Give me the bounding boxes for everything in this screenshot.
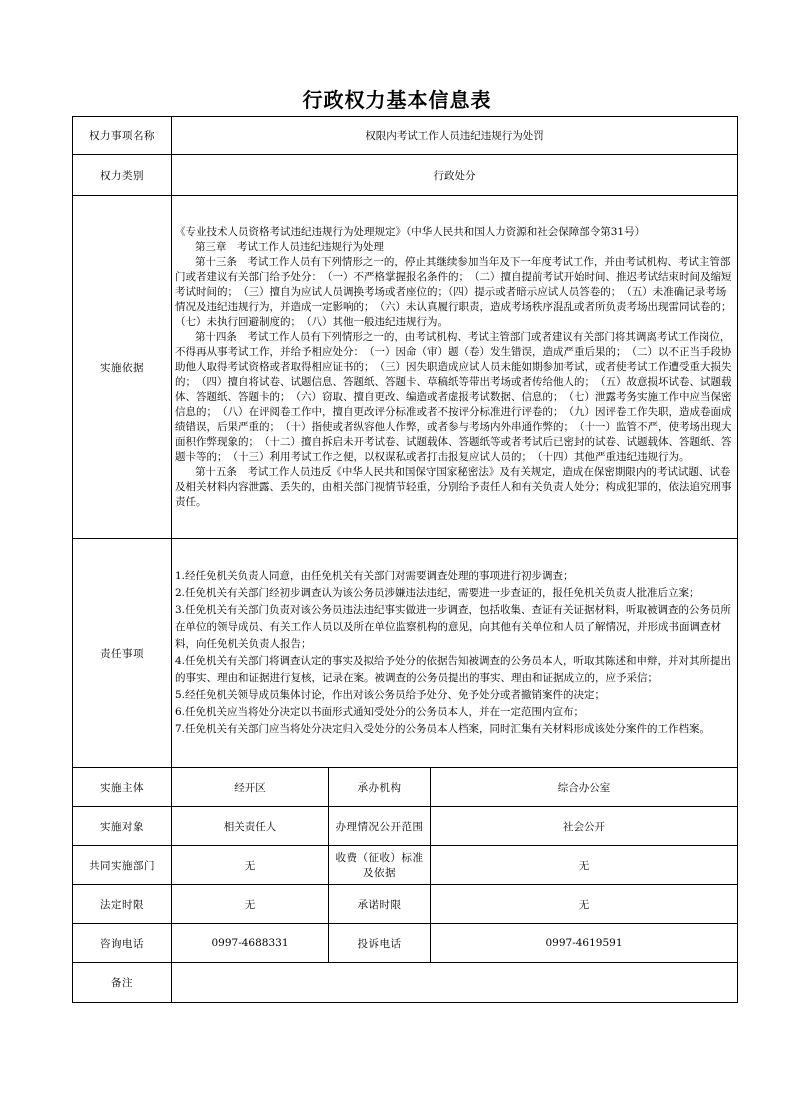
row-category [73,155,738,196]
fee-standard-label: 收费（征收）标准及依据 [329,846,431,885]
fee-standard-value: 无 [431,846,738,885]
category-value: 行政处分 [172,155,738,196]
subject-value: 经开区 [172,768,329,807]
row-time-limit [73,885,738,924]
legal-time-limit-value: 无 [172,885,329,924]
consult-phone-value: 0997-4688331 [172,924,329,963]
basis-paragraph: 第十四条 考试工作人员有下列情形之一的，由考试机构、考试主管部门或者建议有关部门将其调离考试工作岗位，不得再从事考试工作，并给予相应处分： （一）因命（审）题（卷）发生错误，造成严重后果的； （二）以不正当手段协助他人取得考试资格或者取得相应证书的； （三）因失职造成应试人员未能如期参加考试，或者使考试工作遭受重大损失的； （四）擅自将试卷、试题信息、答题纸、答题卡、草稿纸等带出考场或者传给他人的； （五）故意损坏试卷、试题载体、答题纸、答题卡的； （六）窃取、擅自更改、编造或者虚报考试数据、信息的； （七）泄露考务实施工作中应当保密信息的； （八）在评阅卷工作中，擅自更改评分标准或者不按评分标准进行评卷的； （九）因评卷工作失职，造成卷面成绩错误，后果严重的； （十）指使或者纵容他人作弊，或者参与考场内外串通作弊的； （十一）监管不严，使考场出现大面积作弊现象的； （十二）擅自拆启未开考试卷、试题载体、答题纸等或者考试后已密封的试卷、试题载体、答题纸、答题卡等的； （十三）利用考试工作之便，以权谋私或者打击报复应试人员的； （十四）其他严重违纪违规行为。 [175,330,732,463]
row-target [73,807,738,846]
responsibility-item: 3.任免机关有关部门负责对该公务员违法违纪事实做进一步调查，包括收集、查证有关证据材料，听取被调查的公务员所在单位的领导成员、有关工作人员以及所在单位监察机构的意见，向其他有关单位和人员了解情况，并形成书面调查材料，向任免机关负责人报告； [175,604,732,650]
responsibility-item: 1.经任免机关负责人同意，由任免机关有关部门对需要调查处理的事项进行初步调查； [175,570,574,582]
row-subject [73,768,738,807]
responsibility-item: 5.经任免机关领导成员集体讨论，作出对该公务员给予处分、免予处分或者撤销案件的决定； [175,689,606,701]
basis-paragraph: 《专业技术人员资格考试违纪违规行为处理规定》（中华人民共和国人力资源和社会保障部令第31号） [175,225,646,238]
basis-paragraph: 第三章 考试工作人员违纪违规行为处理 [194,240,384,253]
row-remarks [73,963,738,1003]
basis-paragraph: 第十三条 考试工作人员有下列情形之一的，停止其继续参加当年及下一年度考试工作，并由考试机构、考试主管部门或者建议有关部门给予处分： （一）不严格掌握报名条件的； （二）擅自提前考试开始时间、推迟考试结束时间及缩短考试时间的； （三）擅自为应试人员调换考场或者座位的；（四）提示或者暗示应试人员答卷的； （五）未准确记录考场情况及违纪违规行为，并造成一定影响的； （六）未认真履行职责，造成考场秩序混乱或者所负责考场出现雷同试卷的； （七）未执行回避制度的； （八）其他一般违纪违规行为。 [175,255,737,328]
item-name-label: 权力事项名称 [73,117,172,155]
disclosure-scope-label: 办理情况公开范围 [329,807,431,846]
row-basis [73,196,738,539]
complaint-phone-value: 0997-4619591 [431,924,738,963]
responsibility-content [172,539,738,768]
joint-dept-label: 共同实施部门 [73,846,172,885]
row-item-name [73,117,738,155]
item-name-value: 权限内考试工作人员违纪违规行为处罚 [172,117,738,155]
page-title: 行政权力基本信息表 [302,88,492,112]
responsibility-item: 7.任免机关有关部门应当将处分决定归入受处分的公务员本人档案，同时汇集有关材料形成该处分案件的工作档案。 [175,723,711,735]
basis-label: 实施依据 [73,196,172,539]
subject-label: 实施主体 [73,768,172,807]
target-value: 相关责任人 [172,807,329,846]
basis-paragraph: 第十五条 考试工作人员违反《中华人民共和国保守国家秘密法》及有关规定，造成在保密期限内的考试试题、试卷及相关材料内容泄露、丢失的，由相关部门视情节轻重，分别给予责任人和有关负责人处分；构成犯罪的，依法追究刑事责任。 [175,465,732,508]
handling-org-value: 综合办公室 [431,768,738,807]
promised-time-limit-label: 承诺时限 [329,885,431,924]
consult-phone-label: 咨询电话 [73,924,172,963]
remarks-value [172,963,738,1003]
category-label: 权力类别 [73,155,172,196]
basis-content [172,196,738,539]
responsibility-item: 2.任免机关有关部门经初步调查认为该公务员涉嫌违法违纪，需要进一步查证的，报任免机关负责人批准后立案； [175,587,700,599]
row-joint [73,846,738,885]
remarks-label: 备注 [73,963,172,1003]
target-label: 实施对象 [73,807,172,846]
info-table [72,116,738,1003]
responsibility-item: 4.任免机关有关部门将调查认定的事实及拟给予处分的依据告知被调查的公务员本人，听取其陈述和申辩，并对其所提出的事实、理由和证据进行复核，记录在案。被调查的公务员提出的事实、理由和证据成立的，应予采信； [175,655,732,684]
legal-time-limit-label: 法定时限 [73,885,172,924]
promised-time-limit-value: 无 [431,885,738,924]
row-phone [73,924,738,963]
responsibility-label: 责任事项 [73,539,172,768]
row-responsibility [73,539,738,768]
joint-dept-value: 无 [172,846,329,885]
responsibility-item: 6.任免机关应当将处分决定以书面形式通知受处分的公务员本人，并在一定范围内宣布； [175,706,585,718]
disclosure-scope-value: 社会公开 [431,807,738,846]
complaint-phone-label: 投诉电话 [329,924,431,963]
handling-org-label: 承办机构 [329,768,431,807]
